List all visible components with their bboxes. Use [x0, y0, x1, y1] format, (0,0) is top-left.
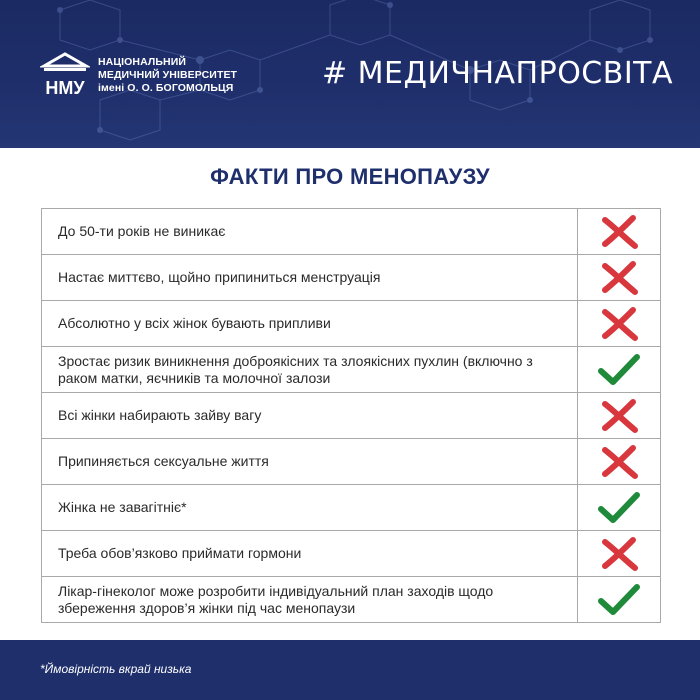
- cross-icon: [597, 453, 641, 470]
- footnote: *Ймовірність вкрай низька: [40, 662, 192, 676]
- university-name-line-3: імені О. О. БОГОМОЛЬЦЯ: [98, 81, 234, 94]
- cross-icon: [597, 315, 641, 332]
- fact-text: Припиняється сексуальне життя: [42, 439, 578, 485]
- fact-verdict-cell: [578, 255, 661, 301]
- cross-icon: [597, 407, 641, 424]
- fact-text: Зростає ризик виникнення доброякісних та злоякісних пухлин (включно з раком матки, яєчників та молочної залози: [42, 347, 578, 393]
- fact-text: Треба обов’язково приймати гормони: [42, 531, 578, 577]
- fact-row: [42, 393, 661, 439]
- university-name: [98, 56, 237, 95]
- fact-row: [42, 347, 661, 393]
- fact-verdict-cell: [578, 485, 661, 531]
- fact-verdict-cell: [578, 577, 661, 623]
- university-name-line-2: МЕДИЧНИЙ УНІВЕРСИТЕТ: [98, 68, 238, 81]
- fact-row: [42, 439, 661, 485]
- fact-row: [42, 301, 661, 347]
- fact-verdict-cell: [578, 347, 661, 393]
- fact-text: Всі жінки набирають зайву вагу: [42, 393, 578, 439]
- cross-icon: [597, 545, 641, 562]
- fact-verdict-cell: [578, 209, 661, 255]
- fact-text: Абсолютно у всіх жінок бувають припливи: [42, 301, 578, 347]
- cross-icon: [597, 269, 641, 286]
- logo-letters: НМУ: [45, 78, 85, 98]
- cross-icon: [597, 223, 641, 240]
- university-name-line-1: НАЦІОНАЛЬНИЙ: [98, 55, 187, 68]
- checkmark-icon: [596, 361, 642, 378]
- fact-text: Лікар-гінеколог може розробити індивідуальний план заходів щодо збереження здоров’я жінки під час менопаузи: [42, 577, 578, 623]
- hashtag-title: # МЕДИЧНАПРОСВІТА: [322, 56, 674, 91]
- fact-row: [42, 209, 661, 255]
- facts-table: [41, 208, 661, 623]
- header-banner: [0, 0, 700, 148]
- university-building-icon: [40, 52, 90, 98]
- page-title: ФАКТИ ПРО МЕНОПАУЗУ: [210, 164, 490, 189]
- fact-verdict-cell: [578, 301, 661, 347]
- fact-row: [42, 531, 661, 577]
- fact-verdict-cell: [578, 393, 661, 439]
- fact-text: До 50-ти років не виникає: [42, 209, 578, 255]
- checkmark-icon: [596, 591, 642, 608]
- university-logo: [40, 52, 237, 98]
- fact-verdict-cell: [578, 531, 661, 577]
- fact-row: [42, 577, 661, 623]
- fact-text: Настає миттєво, щойно припиниться менструація: [42, 255, 578, 301]
- fact-row: [42, 485, 661, 531]
- checkmark-icon: [596, 499, 642, 516]
- fact-text: Жінка не завагітніє*: [42, 485, 578, 531]
- footer-bar: [0, 640, 700, 700]
- fact-row: [42, 255, 661, 301]
- fact-verdict-cell: [578, 439, 661, 485]
